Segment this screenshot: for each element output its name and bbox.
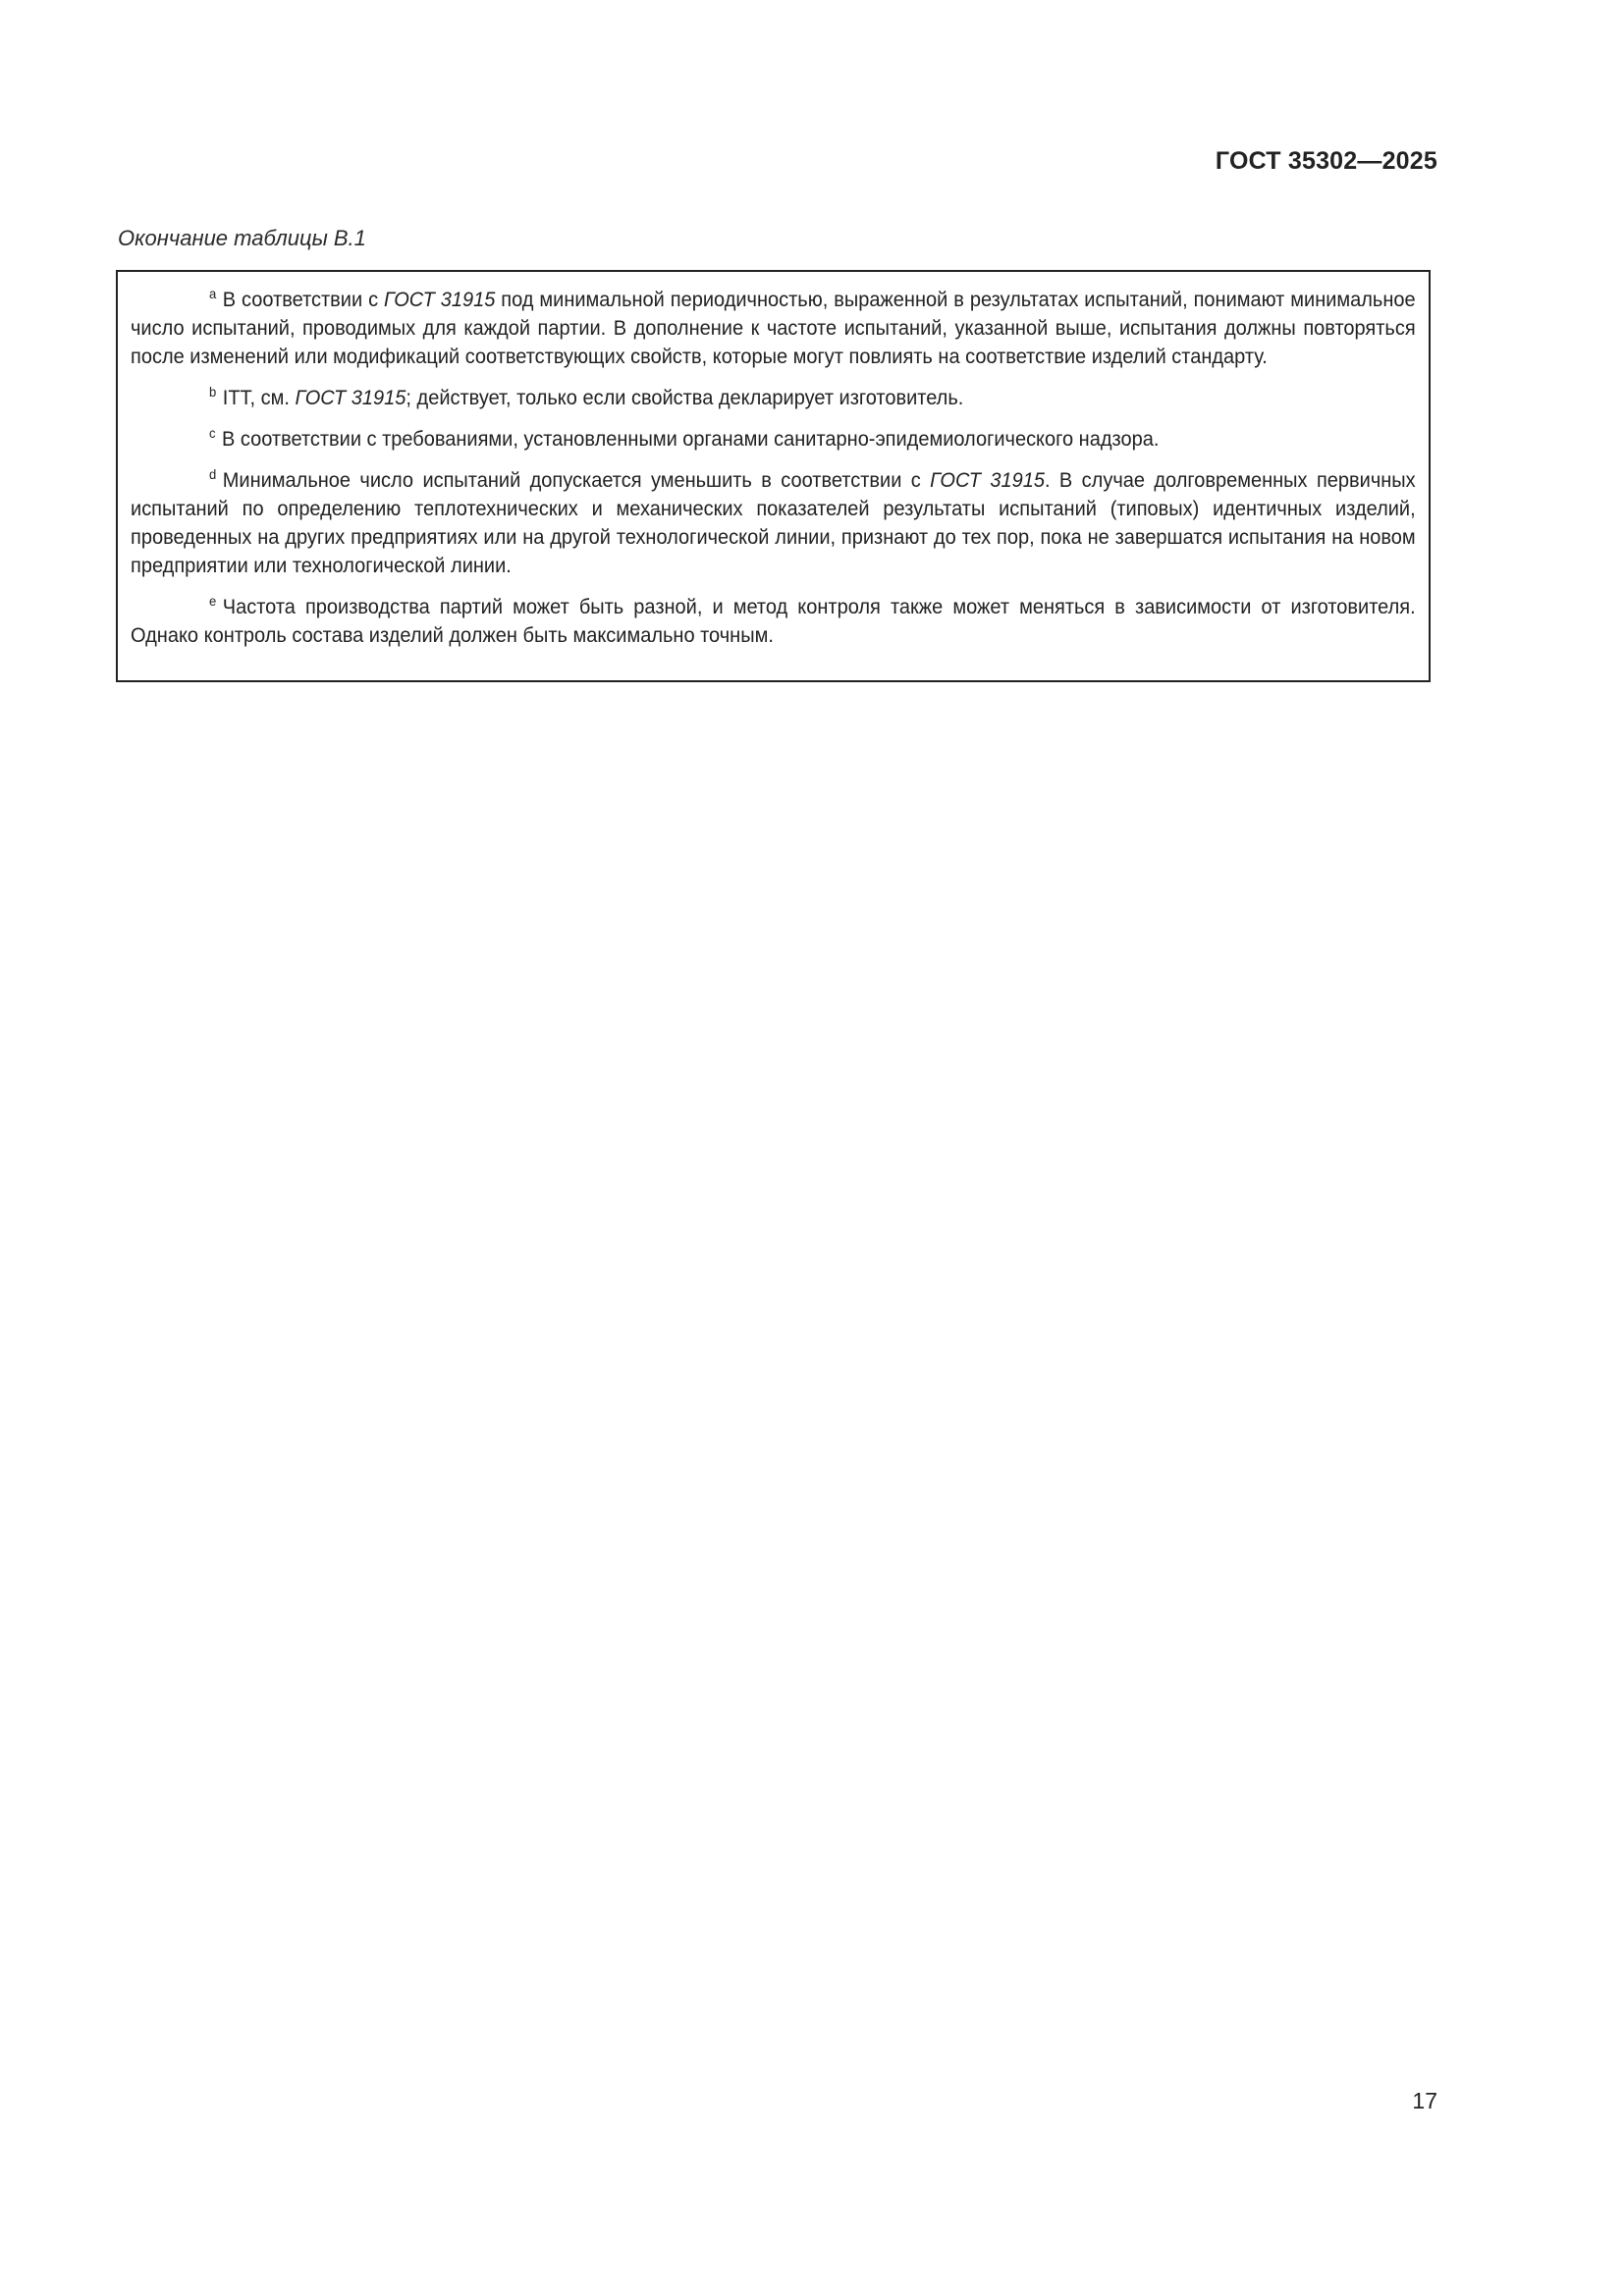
footnote-marker: e — [209, 593, 217, 609]
standard-reference: ГОСТ 31915 — [930, 468, 1045, 492]
footnote-text: Частота производства партий может быть разной, и метод контроля также может меняться в зависимости от изготовителя. Однако контроль состава изделий должен быть максимально точным. — [131, 595, 1416, 647]
footnotes-list — [118, 272, 1429, 650]
table-footnotes-box — [116, 270, 1431, 682]
footnote-marker: d — [209, 466, 217, 482]
footnote-text: Минимальное число испытаний допускается уменьшить в соответствии с — [222, 468, 931, 492]
standard-reference: ГОСТ 31915 — [295, 386, 406, 409]
footnote-marker: a — [209, 286, 217, 301]
standard-designation: ГОСТ 35302—2025 — [1215, 147, 1437, 175]
table-caption: Окончание таблицы В.1 — [118, 226, 366, 250]
footnote-e — [131, 587, 1416, 650]
footnote-a — [131, 280, 1416, 371]
footnote-text: В соответствии с — [222, 288, 385, 311]
footnote-text: . В случае долговременных первичных испытаний по определению теплотехнических и механических показателей результаты испытаний (типовых) идентичных изделий, проведенных на других предприятиях или на другой технологической линии, признают до тех пор, пока не завершатся испытания на новом предприятии или технологической линии. — [131, 468, 1416, 577]
footnote-text: В соответствии с требованиями, установленными органами санитарно-эпидемиологического надзора. — [222, 427, 1160, 451]
footnote-marker: b — [209, 384, 217, 400]
footnote-text: ITT, см. — [222, 386, 296, 409]
footnote-c — [131, 419, 1416, 454]
footnote-text: под минимальной периодичностью, выраженной в результатах испытаний, понимают минимальное число испытаний, проводимых для каждой партии. В дополнение к частоте испытаний, указанной выше, испытания должны повторяться после изменений или модификаций соответствующих свойств, которые могут повлиять на соответствие изделий стандарту. — [131, 288, 1416, 368]
footnote-d — [131, 460, 1416, 580]
footnote-marker: c — [209, 425, 216, 441]
page-number: 17 — [1412, 2088, 1437, 2113]
standard-reference: ГОСТ 31915 — [384, 288, 496, 311]
footnote-b — [131, 378, 1416, 412]
footnote-text: ; действует, только если свойства декларирует изготовитель. — [406, 386, 964, 409]
